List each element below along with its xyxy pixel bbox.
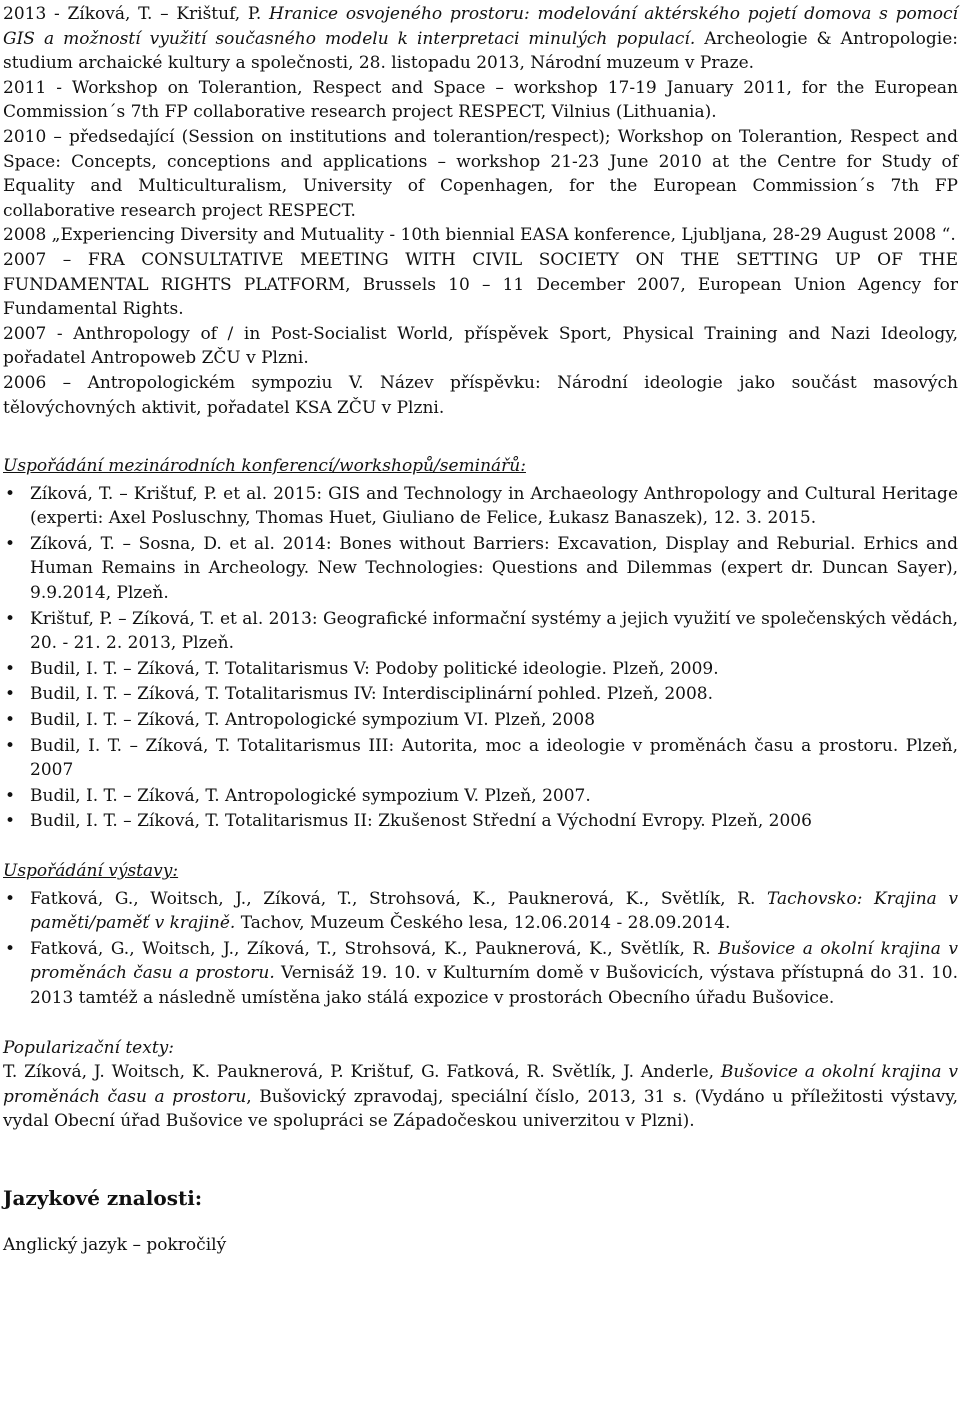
conferences-heading: Uspořádání mezinárodních konferencí/workshopů/seminářů: <box>3 456 526 477</box>
list-item: • Budil, I. T. – Zíková, T. Totalitarismus V: Podoby politické ideologie. Plzeň, 2009. <box>30 657 958 682</box>
languages-heading: Jazykové znalosti: <box>3 1185 203 1210</box>
spacer <box>3 1134 958 1184</box>
lecture-2013-title: Hranice osvojeného prostoru: modelování aktérského pojetí domova s pomocí GIS a možností využití současného modelu k interpretaci minulých populací. <box>3 4 958 49</box>
list-item: • Budil, I. T. – Zíková, T. Totalitarismus III: Autorita, moc a ideologie v proměnách času a prostoru. Plzeň, 2007 <box>30 734 958 783</box>
list-item: • Budil, I. T. – Zíková, T. Antropologické sympozium V. Plzeň, 2007. <box>30 784 958 809</box>
lecture-2007-fra: 2007 – FRA CONSULTATIVE MEETING WITH CIVIL SOCIETY ON THE SETTING UP OF THE FUNDAMENTAL RIGHTS PLATFORM, Brussels 10 – 11 December 2007, European Union Agency for Fundamental Rights. <box>3 249 958 320</box>
popular-details: , Bušovický zpravodaj, speciální číslo, 2013, 31 s. (Vydáno u příležitosti výstavy, vydal Obecní úřad Bušovice ve spolupráci se Západočeskou univerzitou v Plzni). <box>3 1086 958 1132</box>
lecture-2007-anthropology: 2007 - Anthropology of / in Post-Socialist World, příspěvek Sport, Physical Training and Nazi Ideology, pořadatel Antropoweb ZČU v Plzni. <box>3 323 958 369</box>
exhibition-authors: Fatková, G., Woitsch, J., Zíková, T., Strohsová, K., Pauknerová, K., Světlík, R. <box>30 938 719 959</box>
list-item <box>30 937 958 1011</box>
exhibition-details: Tachov, Muzeum Českého lesa, 12.06.2014 - 28.09.2014. <box>235 913 731 934</box>
lecture-2008: 2008 „Experiencing Diversity and Mutuality - 10th biennial EASA konference, Ljubljana, 28-29 August 2008 “. <box>3 225 956 246</box>
popular-authors: T. Zíková, J. Woitsch, K. Pauknerová, P. Krištuf, G. Fatková, R. Světlík, J. Anderle, <box>3 1062 721 1083</box>
list-item: • Krištuf, P. – Zíková, T. et al. 2013: Geografické informační systémy a jejich využití ve společenských vědách, 20. - 21. 2. 2013, Plzeň. <box>30 607 958 656</box>
list-item: • Budil, I. T. – Zíková, T. Totalitarismus IV: Interdisciplinární pohled. Plzeň, 2008. <box>30 682 958 707</box>
exhibition-title: Bušovice a okolní krajina v proměnách času a prostoru. <box>30 938 958 984</box>
exhibition-details: Vernisáž 19. 10. v Kulturním domě v Bušovicích, výstava přístupná do 31. 10. 2013 tamtéž a následně umístěna jako stálá expozice v prostorách Obecního úřadu Bušovice. <box>30 963 958 1008</box>
lecture-2013-venue: Archeologie & Antropologie: studium archaické kultury a společnosti, 28. listopadu 2013, Národní muzeum v Praze. <box>3 28 958 74</box>
list-item: • Budil, I. T. – Zíková, T. Antropologické sympozium VI. Plzeň, 2008 <box>30 708 958 733</box>
lecture-2011: 2011 - Workshop on Tolerantion, Respect and Space – workshop 17-19 January 2011, for the European Commission´s 7th FP collaborative research project RESPECT, Vilnius (Lithuania). <box>3 77 958 123</box>
exhibitions-heading: Uspořádání výstavy: <box>3 861 179 881</box>
popular-title: Bušovice a okolní krajina v proměnách času a prostoru <box>3 1062 959 1107</box>
lecture-2010: 2010 – předsedající (Session on institutions and tolerantion/respect); Workshop on Tolerantion, Respect and Space: Concepts, conceptions and applications – workshop 21-23 June 2010 at the Centre for Study of Equality and Multiculturalism, University of Copenhagen, for the European Commission´s 7th FP collaborative research project RESPECT. <box>3 126 958 221</box>
lecture-2006: 2006 – Antropologickém sympoziu V. Název příspěvku: Národní ideologie jako součást masových tělovýchovných aktivit, pořadatel KSA ZČU v Plzni. <box>3 372 958 418</box>
exhibition-title: Tachovsko: Krajina v paměti/paměť v krajině. <box>30 888 958 934</box>
popular-heading: Popularizační texty: <box>3 1037 174 1058</box>
spacer <box>3 420 958 454</box>
conferences-list <box>3 482 958 834</box>
list-item: • Zíková, T. – Krištuf, P. et al. 2015: GIS and Technology in Archaeology Anthropology and Cultural Heritage (experti: Axel Posluschny, Thomas Huet, Giuliano de Felice, Łukasz Banaszek), 12. 3. 2015. <box>30 482 958 531</box>
languages-text: Anglický jazyk – pokročilý <box>3 1234 227 1255</box>
list-item <box>30 887 958 936</box>
exhibitions-list <box>3 887 958 1011</box>
list-item: • Zíková, T. – Sosna, D. et al. 2014: Bones without Barriers: Excavation, Display and Reburial. Erhics and Human Remains in Archeology. New Technologies: Questions and Dilemmas (expert dr. Duncan Sayer), 9.9.2014, Plzeň. <box>30 532 958 606</box>
list-item: • Budil, I. T. – Zíková, T. Totalitarismus II: Zkušenost Střední a Východní Evropy. Plzeň, 2006 <box>30 809 958 834</box>
spacer <box>3 835 958 859</box>
spacer <box>3 1012 958 1036</box>
lecture-2013 <box>3 2 958 76</box>
popular-text <box>3 1060 958 1134</box>
lecture-2013-authors: 2013 - Zíková, T. – Krištuf, P. <box>3 4 270 24</box>
exhibition-authors: Fatková, G., Woitsch, J., Zíková, T., Strohsová, K., Pauknerová, K., Světlík, R. <box>30 888 767 909</box>
